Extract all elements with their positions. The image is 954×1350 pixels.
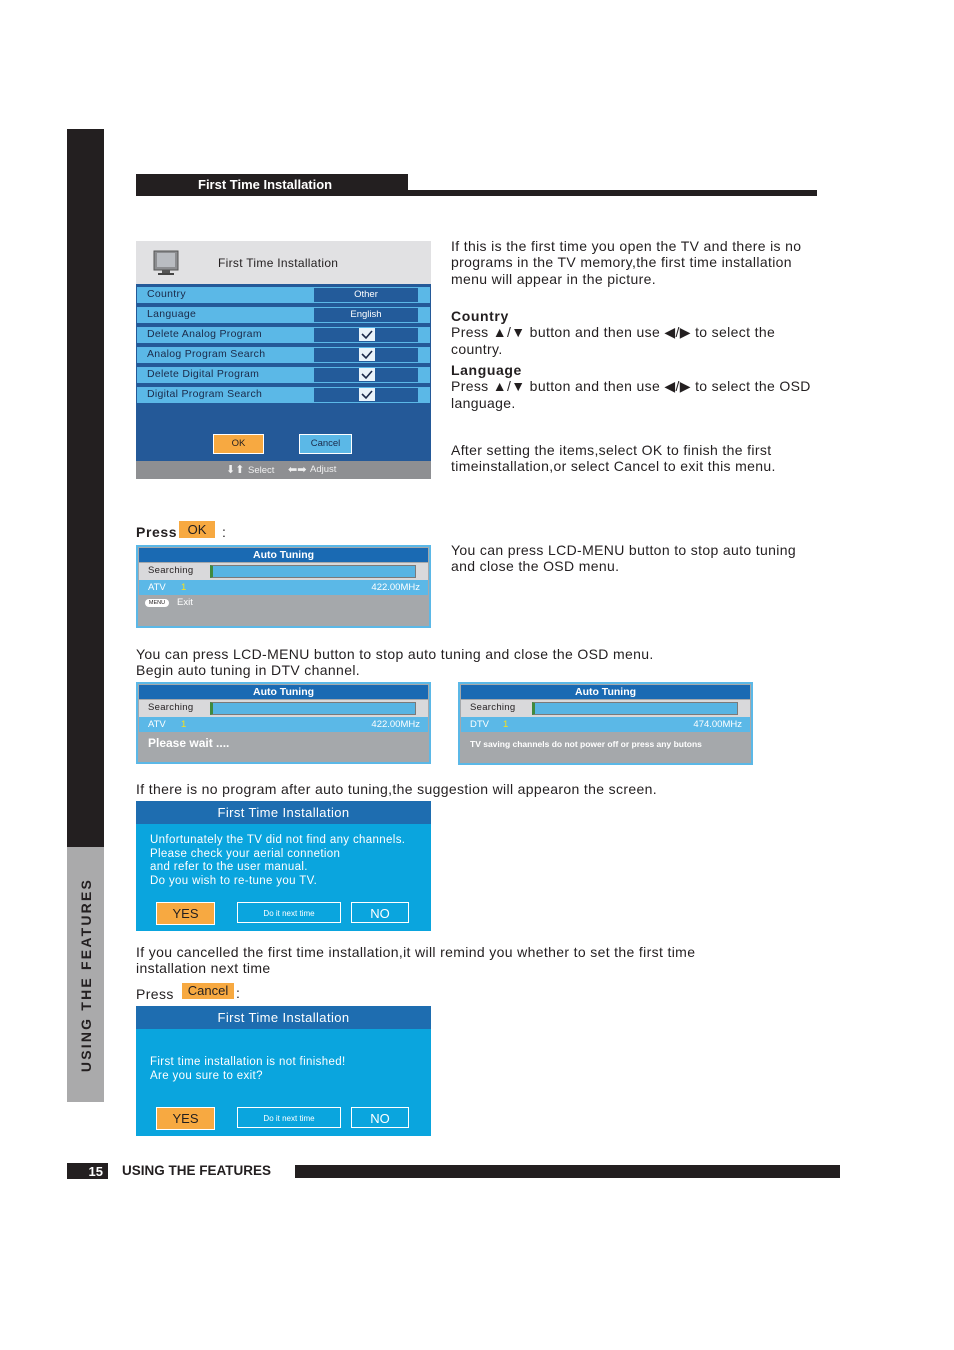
search-progress-bar: [210, 565, 416, 578]
do-it-next-time-button[interactable]: Do it next time: [237, 1107, 341, 1128]
no-button[interactable]: NO: [351, 1107, 409, 1128]
checkbox-icon[interactable]: [359, 388, 375, 401]
auto-tuning-title: Auto Tuning: [139, 548, 428, 562]
footer-rule: [295, 1165, 840, 1178]
please-wait-text: Please wait ....: [148, 736, 230, 750]
dialog-message: Unfortunately the TV did not find any channels. Please check your aerial connetion and refer to the user manual. Do you wish to re-tune you TV.: [150, 834, 406, 887]
press-ok-label: Press: [136, 524, 178, 540]
country-value[interactable]: Other: [314, 288, 418, 302]
section-header: [136, 174, 408, 196]
sidebar-title: USING THE FEATURES: [77, 877, 94, 1072]
page-number: 15: [67, 1163, 108, 1179]
menu-row-analog-search[interactable]: Analog Program Search: [137, 347, 430, 363]
menu-row-country[interactable]: Country Other: [137, 287, 430, 303]
left-right-icon: ◀/▶: [664, 378, 691, 395]
section-title: First Time Installation: [198, 177, 333, 192]
menu-title: First Time Installation: [218, 256, 339, 270]
yes-button[interactable]: YES: [156, 1107, 215, 1130]
country-heading: Country: [451, 308, 509, 324]
exit-dialog: [136, 1006, 431, 1136]
section-rule: [408, 190, 817, 196]
up-down-icon: ▲/▼: [492, 324, 526, 341]
menu-row-delete-digital[interactable]: Delete Digital Program: [137, 367, 430, 383]
menu-header: [136, 241, 431, 284]
search-progress-bar: [532, 702, 738, 715]
cancel-button[interactable]: Cancel: [299, 434, 352, 454]
up-down-arrow-icon: ⬇⬆: [226, 464, 245, 476]
no-program-note: If there is no program after auto tuning,the suggestion will appearon the screen.: [136, 781, 657, 797]
sidebar-bar: [67, 129, 104, 847]
up-down-icon: ▲/▼: [492, 378, 526, 395]
tv-icon: [152, 250, 180, 276]
country-section: Country Press ▲/▼ button and then use ◀/▶ to select the country.: [451, 308, 776, 357]
cancel-badge: Cancel: [182, 983, 234, 999]
ok-badge: OK: [179, 521, 215, 538]
intro-paragraph: If this is the first time you open the TV and there is no programs in the TV memory,the first time installation menu will appear in the picture.: [451, 238, 802, 287]
menu-row-delete-analog[interactable]: Delete Analog Program: [137, 327, 430, 343]
no-button[interactable]: NO: [351, 902, 409, 923]
checkbox-icon[interactable]: [359, 368, 375, 381]
auto-tuning-atv-panel: Auto Tuning Searching ATV 1 422.00MHz Please wait ....: [136, 682, 431, 764]
press-cancel-label: Press: [136, 986, 174, 1002]
search-progress-bar: [210, 702, 416, 715]
dtv-begin-note: Begin auto tuning in DTV channel.: [136, 662, 361, 678]
checkbox-icon[interactable]: [359, 328, 375, 341]
saving-warning-text: TV saving channels do not power off or press any butons: [470, 739, 702, 749]
footer-title: USING THE FEATURES: [122, 1163, 272, 1178]
cancel-note: If you cancelled the first time installation,it will remind you whether to set the first time installation next time: [136, 944, 696, 977]
stop-note-right: You can press LCD-MENU button to stop auto tuning and close the OSD menu.: [451, 542, 797, 575]
menu-row-digital-search[interactable]: Digital Program Search: [137, 387, 430, 403]
stop-note-wide: You can press LCD-MENU button to stop auto tuning and close the OSD menu.: [136, 646, 654, 662]
finish-paragraph: After setting the items,select OK to finish the first timeinstallation,or select Cancel to exit this menu.: [451, 442, 776, 475]
ok-button[interactable]: OK: [213, 434, 264, 454]
dialog-title: First Time Installation: [136, 801, 431, 824]
auto-tuning-panel: Auto Tuning Searching ATV 1 422.00MHz MENU Exit: [136, 545, 431, 628]
retune-dialog: [136, 801, 431, 931]
menu-row-language[interactable]: Language English: [137, 307, 430, 323]
auto-tuning-dtv-panel: Auto Tuning Searching DTV 1 474.00MHz TV saving channels do not power off or press any butons: [458, 682, 753, 765]
language-section: Language Press ▲/▼ button and then use ◀/▶ to select the OSD language.: [451, 362, 811, 411]
left-right-icon: ◀/▶: [664, 324, 691, 341]
menu-key-icon: MENU: [145, 599, 169, 607]
checkbox-icon[interactable]: [359, 348, 375, 361]
do-it-next-time-button[interactable]: Do it next time: [237, 902, 341, 923]
dialog-title: First Time Installation: [136, 1006, 431, 1029]
language-heading: Language: [451, 362, 522, 378]
dialog-message: First time installation is not finished! Are you sure to exit?: [150, 1056, 346, 1082]
installation-menu: [136, 241, 431, 479]
yes-button[interactable]: YES: [156, 902, 215, 925]
left-right-arrow-icon: ⬅➡: [288, 464, 307, 476]
menu-footer: ⬇⬆ Select ⬅➡ Adjust: [136, 461, 431, 479]
language-value[interactable]: English: [314, 308, 418, 322]
